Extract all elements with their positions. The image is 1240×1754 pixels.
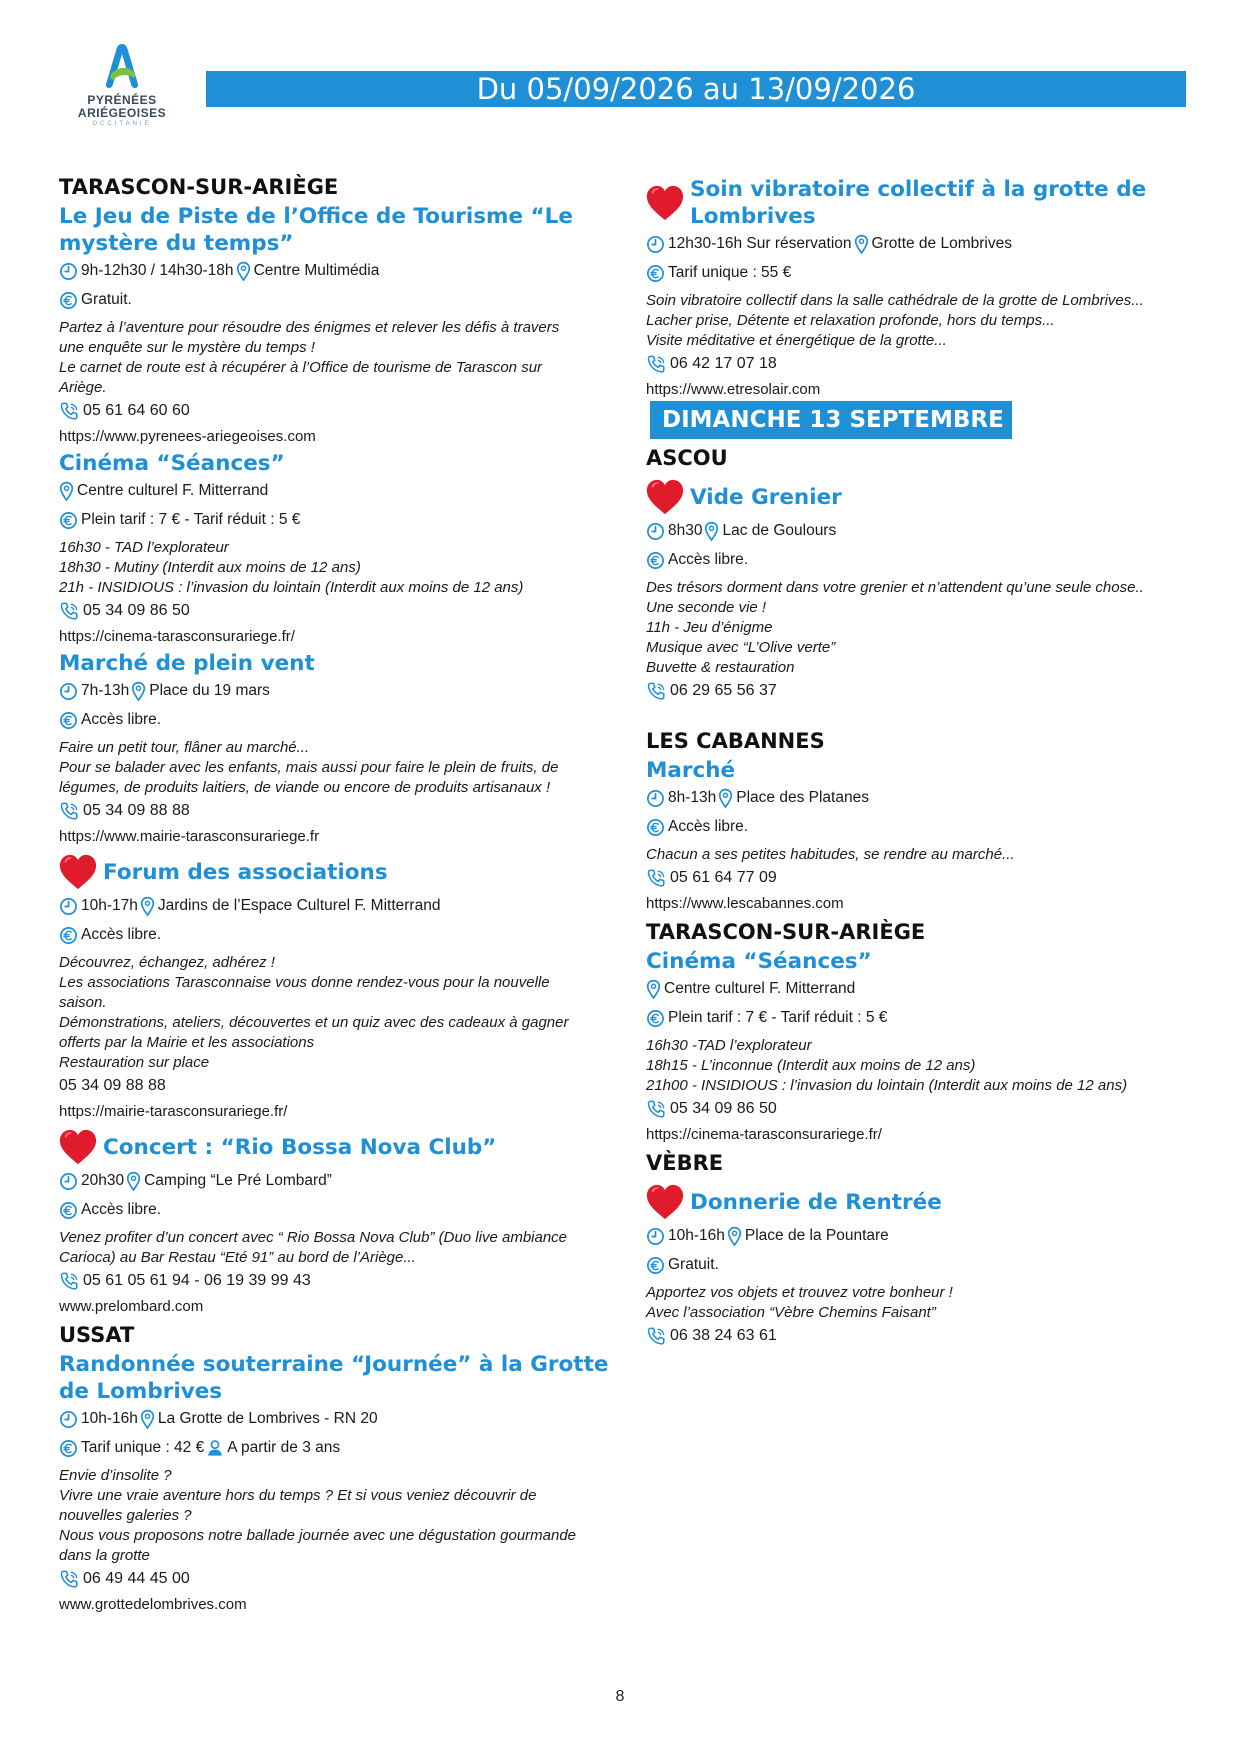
logo-text-line2: ARIÉGEOISES [77, 106, 167, 120]
event-title: Cinéma “Séances” [646, 949, 872, 974]
clock-icon [59, 1410, 78, 1429]
heart-icon [57, 852, 99, 892]
clock-icon [59, 1172, 78, 1191]
phone-icon [59, 1569, 80, 1590]
desc-line: Découvrez, échangez, adhérez ! [59, 954, 275, 971]
phone-icon [646, 354, 667, 375]
clock-icon [59, 262, 78, 281]
event-phone-row [646, 867, 1191, 889]
pin-icon [727, 1226, 742, 1247]
section-spacer [646, 706, 1191, 726]
event-marche-cabannes [646, 757, 1191, 915]
euro-icon [59, 291, 78, 310]
event-description [646, 291, 1191, 351]
desc-line: Pour se balader avec les enfants, mais aussi pour faire le plein de fruits, de [59, 759, 559, 776]
desc-line: Lacher prise, Détente et relaxation profonde, hors du temps... [646, 312, 1055, 329]
event-url[interactable]: www.grottedelombrives.com [59, 1596, 247, 1613]
desc-line: Apportez vos objets et trouvez votre bonheur ! [646, 1284, 953, 1301]
euro-icon [646, 1009, 665, 1028]
event-phone: 05 34 09 86 50 [83, 602, 190, 619]
desc-line: 21h00 - INSIDIOUS : l’invasion du lointain (Interdit aux moins de 12 ans) [646, 1077, 1128, 1094]
pin-icon [126, 1171, 141, 1192]
phone-icon [59, 1271, 80, 1292]
event-url[interactable]: https://www.etresolair.com [646, 381, 821, 398]
event-place: Grotte de Lombrives [871, 235, 1012, 252]
event-description [59, 953, 615, 1073]
event-price: Tarif unique : 42 € [81, 1439, 205, 1456]
euro-icon [646, 264, 665, 283]
event-time: 9h-12h30 / 14h30-18h [81, 262, 234, 279]
desc-line: Une seconde vie ! [646, 599, 767, 616]
event-cinema [59, 450, 615, 648]
event-phone: 05 61 05 61 94 - 06 19 39 99 43 [83, 1272, 311, 1289]
event-phone: 05 34 09 86 50 [670, 1100, 777, 1117]
town-heading: USSAT [59, 1323, 135, 1347]
desc-line: Musique avec “L’Olive verte” [646, 639, 836, 656]
event-title-row [59, 852, 615, 892]
event-price: Gratuit. [668, 1256, 719, 1273]
event-place-row [646, 978, 1191, 1000]
desc-line: Envie d’insolite ? [59, 1467, 172, 1484]
event-description [59, 318, 615, 398]
desc-line: légumes, de produits laitiers, de viande ou encore de produits artisanaux ! [59, 779, 551, 796]
event-time: 8h-13h [668, 789, 717, 806]
town-heading: VÈBRE [646, 1151, 724, 1175]
event-price-row [59, 509, 615, 531]
event-time: 10h-16h [668, 1227, 725, 1244]
event-place: Camping “Le Pré Lombard” [144, 1172, 332, 1189]
event-price-row [646, 816, 1191, 838]
phone-icon [59, 801, 80, 822]
desc-line: 16h30 - TAD l’explorateur [59, 539, 229, 556]
event-place: Jardins de l’Espace Culturel F. Mitterrand [157, 897, 441, 914]
event-phone-row [59, 600, 615, 622]
desc-line: Partez à l’aventure pour résoudre des énigmes et relever les défis à travers [59, 319, 560, 336]
brand-logo [72, 40, 172, 129]
clock-icon [646, 1227, 665, 1246]
event-phone-row [59, 400, 615, 422]
event-price-row [59, 709, 615, 731]
desc-line: dans la grotte [59, 1547, 150, 1564]
pin-icon [718, 788, 733, 809]
desc-line: Venez profiter d’un concert avec “ Rio Bossa Nova Club” (Duo live ambiance [59, 1229, 568, 1246]
logo-mark-icon [99, 40, 145, 92]
event-phone-row [646, 353, 1191, 375]
euro-icon [59, 711, 78, 730]
heart-icon [57, 1127, 99, 1167]
desc-line: Chacun a ses petites habitudes, se rendre au marché... [646, 846, 1015, 863]
event-title-row [646, 1182, 1191, 1222]
left-column [59, 172, 615, 1618]
event-place: Centre culturel F. Mitterrand [77, 482, 269, 499]
desc-line: 11h - Jeu d’énigme [646, 619, 773, 636]
desc-line: saison. [59, 994, 107, 1011]
right-column [646, 176, 1191, 1351]
event-price: Plein tarif : 7 € - Tarif réduit : 5 € [668, 1009, 888, 1026]
event-title: Donnerie de Rentrée [690, 1189, 942, 1215]
event-time-place [59, 895, 615, 917]
event-url[interactable]: https://cinema-tarasconsurariege.fr/ [646, 1126, 882, 1143]
event-time: 20h30 [81, 1172, 125, 1189]
event-place: Centre culturel F. Mitterrand [664, 980, 856, 997]
event-title: Randonnée souterraine “Journée” à la Grotte de Lombrives [59, 1352, 609, 1404]
event-randonnee-souterraine [59, 1351, 615, 1616]
event-time-place [59, 1170, 615, 1192]
event-time: 10h-17h [81, 897, 138, 914]
pin-icon [646, 979, 661, 1000]
event-price-row [646, 549, 1191, 571]
heart-icon [644, 477, 686, 517]
desc-line: offerts par la Mairie et les associations [59, 1034, 315, 1051]
event-phone: 06 29 65 56 37 [670, 682, 777, 699]
event-title: Cinéma “Séances” [59, 451, 285, 476]
euro-icon [59, 1439, 78, 1458]
event-phone: 06 38 24 63 61 [670, 1327, 777, 1344]
desc-line: Soin vibratoire collectif dans la salle cathédrale de la grotte de Lombrives... [646, 292, 1144, 309]
event-time: 12h30-16h Sur réservation [668, 235, 852, 252]
event-description [59, 538, 615, 598]
event-phone: 05 34 09 88 88 [59, 1077, 166, 1094]
event-title-row [646, 477, 1191, 517]
desc-line: nouvelles galeries ? [59, 1507, 192, 1524]
logo-text-line3: OCCITANIE [92, 121, 152, 127]
euro-icon [646, 1256, 665, 1275]
clock-icon [646, 235, 665, 254]
event-title: Soin vibratoire collectif à la grotte de Lombrives [690, 177, 1147, 229]
clock-icon [59, 897, 78, 916]
event-soin-vibratoire [646, 176, 1191, 401]
event-price: Accès libre. [668, 551, 749, 568]
event-phone-row [59, 800, 615, 822]
event-title: Concert : “Rio Bossa Nova Club” [103, 1134, 497, 1160]
day-heading: DIMANCHE 13 SEPTEMBRE [650, 401, 1012, 439]
event-price: Accès libre. [668, 818, 749, 835]
desc-line: Visite méditative et énergétique de la grotte... [646, 332, 947, 349]
event-url[interactable]: https://www.lescabannes.com [646, 895, 844, 912]
event-url[interactable]: https://cinema-tarasconsurariege.fr/ [59, 628, 295, 645]
event-price-row [59, 1437, 615, 1459]
desc-line: Vivre une vraie aventure hors du temps ? Et si vous veniez découvrir de [59, 1487, 537, 1504]
event-price: Accès libre. [81, 926, 162, 943]
euro-icon [59, 1201, 78, 1220]
event-place-row [59, 480, 615, 502]
event-title: Marché de plein vent [59, 651, 315, 676]
desc-line: Buvette & restauration [646, 659, 795, 676]
event-cinema-dimanche [646, 948, 1191, 1146]
town-heading: LES CABANNES [646, 729, 825, 753]
pin-icon [59, 481, 74, 502]
event-phone-row [59, 1270, 615, 1292]
event-age: A partir de 3 ans [227, 1439, 341, 1456]
event-phone: 06 49 44 45 00 [83, 1570, 190, 1587]
desc-line: Démonstrations, ateliers, découvertes et un quiz avec des cadeaux à gagner [59, 1014, 569, 1031]
event-description [646, 845, 1191, 865]
event-description [59, 1466, 615, 1566]
phone-icon [59, 401, 80, 422]
event-time-place [646, 520, 1191, 542]
event-description [646, 1036, 1191, 1096]
town-heading: ASCOU [646, 446, 728, 470]
event-place: Place du 19 mars [149, 682, 270, 699]
event-price: Tarif unique : 55 € [668, 264, 792, 281]
event-phone-row [646, 1098, 1191, 1120]
euro-icon [646, 551, 665, 570]
event-url[interactable]: www.prelombard.com [59, 1298, 204, 1315]
town-heading: TARASCON-SUR-ARIÈGE [59, 175, 339, 199]
event-price-row [646, 262, 1191, 284]
event-place: Place de la Pountare [744, 1227, 889, 1244]
desc-line: Restauration sur place [59, 1054, 210, 1071]
desc-line: 21h - INSIDIOUS : l’invasion du lointain (Interdit aux moins de 12 ans) [59, 579, 524, 596]
phone-icon [646, 868, 667, 889]
desc-line: 18h15 - L’inconnue (Interdit aux moins de 12 ans) [646, 1057, 976, 1074]
event-place: Place des Platanes [736, 789, 869, 806]
event-jeu-de-piste [59, 203, 615, 448]
event-place: La Grotte de Lombrives - RN 20 [157, 1410, 378, 1427]
event-price: Gratuit. [81, 291, 132, 308]
event-phone-row [59, 1075, 615, 1097]
clock-icon [646, 522, 665, 541]
event-concert [59, 1127, 615, 1318]
phone-icon [646, 1326, 667, 1347]
event-price: Accès libre. [81, 1201, 162, 1218]
desc-line: Nous vous proposons notre ballade journée avec une dégustation gourmande [59, 1527, 577, 1544]
event-time-place [59, 1408, 615, 1430]
page-number: 8 [615, 1688, 625, 1705]
heart-icon [644, 1182, 686, 1222]
event-phone: 05 34 09 88 88 [83, 802, 190, 819]
event-description [59, 1228, 615, 1268]
euro-icon [59, 511, 78, 530]
event-time: 10h-16h [81, 1410, 138, 1427]
event-url[interactable]: https://www.mairie-tarasconsurariege.fr [59, 828, 320, 845]
event-time-place [646, 787, 1191, 809]
desc-line: une enquête sur le mystère du temps ! [59, 339, 315, 356]
desc-line: Des trésors dorment dans votre grenier et n’attendent qu’une seule chose.. [646, 579, 1144, 596]
euro-icon [59, 926, 78, 945]
phone-icon [59, 601, 80, 622]
person-icon [206, 1439, 224, 1457]
event-time: 8h30 [668, 522, 703, 539]
event-title-row [646, 176, 1191, 230]
event-phone: 05 61 64 60 60 [83, 402, 190, 419]
event-price-row [59, 1199, 615, 1221]
event-marche-plein-vent [59, 650, 615, 848]
event-time-place [59, 260, 615, 282]
pin-icon [854, 234, 869, 255]
event-time-place [646, 233, 1191, 255]
event-description [59, 738, 615, 798]
event-title: Marché [646, 758, 736, 783]
pin-icon [140, 1409, 155, 1430]
event-price: Plein tarif : 7 € - Tarif réduit : 5 € [81, 511, 301, 528]
event-time-place [59, 680, 615, 702]
event-forum-associations [59, 852, 615, 1123]
pin-icon [236, 261, 251, 282]
event-title-row [59, 1127, 615, 1167]
event-place: Centre Multimédia [253, 262, 380, 279]
event-vide-grenier [646, 477, 1191, 702]
heart-icon [644, 183, 686, 223]
event-phone-row [646, 1325, 1191, 1347]
event-url[interactable]: https://www.pyrenees-ariegeoises.com [59, 428, 316, 445]
desc-line: Ariège. [59, 379, 107, 396]
event-price-row [59, 289, 615, 311]
event-price-row [646, 1254, 1191, 1276]
event-time: 7h-13h [81, 682, 130, 699]
clock-icon [59, 682, 78, 701]
desc-line: Le carnet de route est à récupérer à l’Office de tourisme de Tarascon sur [59, 359, 543, 376]
euro-icon [646, 818, 665, 837]
event-title: Le Jeu de Piste de l’Office de Tourisme “Le mystère du temps” [59, 204, 573, 256]
desc-line: Faire un petit tour, flâner au marché... [59, 739, 310, 756]
event-url[interactable]: https://mairie-tarasconsurariege.fr/ [59, 1103, 288, 1120]
date-range-banner: Du 05/09/2026 au 13/09/2026 [206, 71, 1186, 107]
town-heading: TARASCON-SUR-ARIÈGE [646, 920, 926, 944]
event-title: Forum des associations [103, 859, 388, 885]
event-price-row [646, 1007, 1191, 1029]
event-description [646, 578, 1191, 678]
phone-icon [646, 1099, 667, 1120]
clock-icon [646, 789, 665, 808]
event-title: Vide Grenier [690, 484, 842, 510]
pin-icon [131, 681, 146, 702]
event-phone: 05 61 64 77 09 [670, 869, 777, 886]
event-place: Lac de Goulours [722, 522, 837, 539]
desc-line: 16h30 -TAD l’explorateur [646, 1037, 812, 1054]
event-phone: 06 42 17 07 18 [670, 355, 777, 372]
pin-icon [140, 896, 155, 917]
event-donnerie [646, 1182, 1191, 1347]
event-price-row [59, 924, 615, 946]
pin-icon [704, 521, 719, 542]
desc-line: Carioca) au Bar Restau “Eté 91” au bord de l’Ariège... [59, 1249, 416, 1266]
event-time-place [646, 1225, 1191, 1247]
logo-text-line1: PYRÉNÉES [87, 93, 157, 107]
desc-line: Avec l’association “Vèbre Chemins Faisant” [646, 1304, 936, 1321]
phone-icon [646, 681, 667, 702]
desc-line: 18h30 - Mutiny (Interdit aux moins de 12 ans) [59, 559, 361, 576]
event-description [646, 1283, 1191, 1323]
event-phone-row [59, 1568, 615, 1590]
desc-line: Les associations Tarasconnaise vous donne rendez-vous pour la nouvelle [59, 974, 550, 991]
event-phone-row [646, 680, 1191, 702]
event-price: Accès libre. [81, 711, 162, 728]
